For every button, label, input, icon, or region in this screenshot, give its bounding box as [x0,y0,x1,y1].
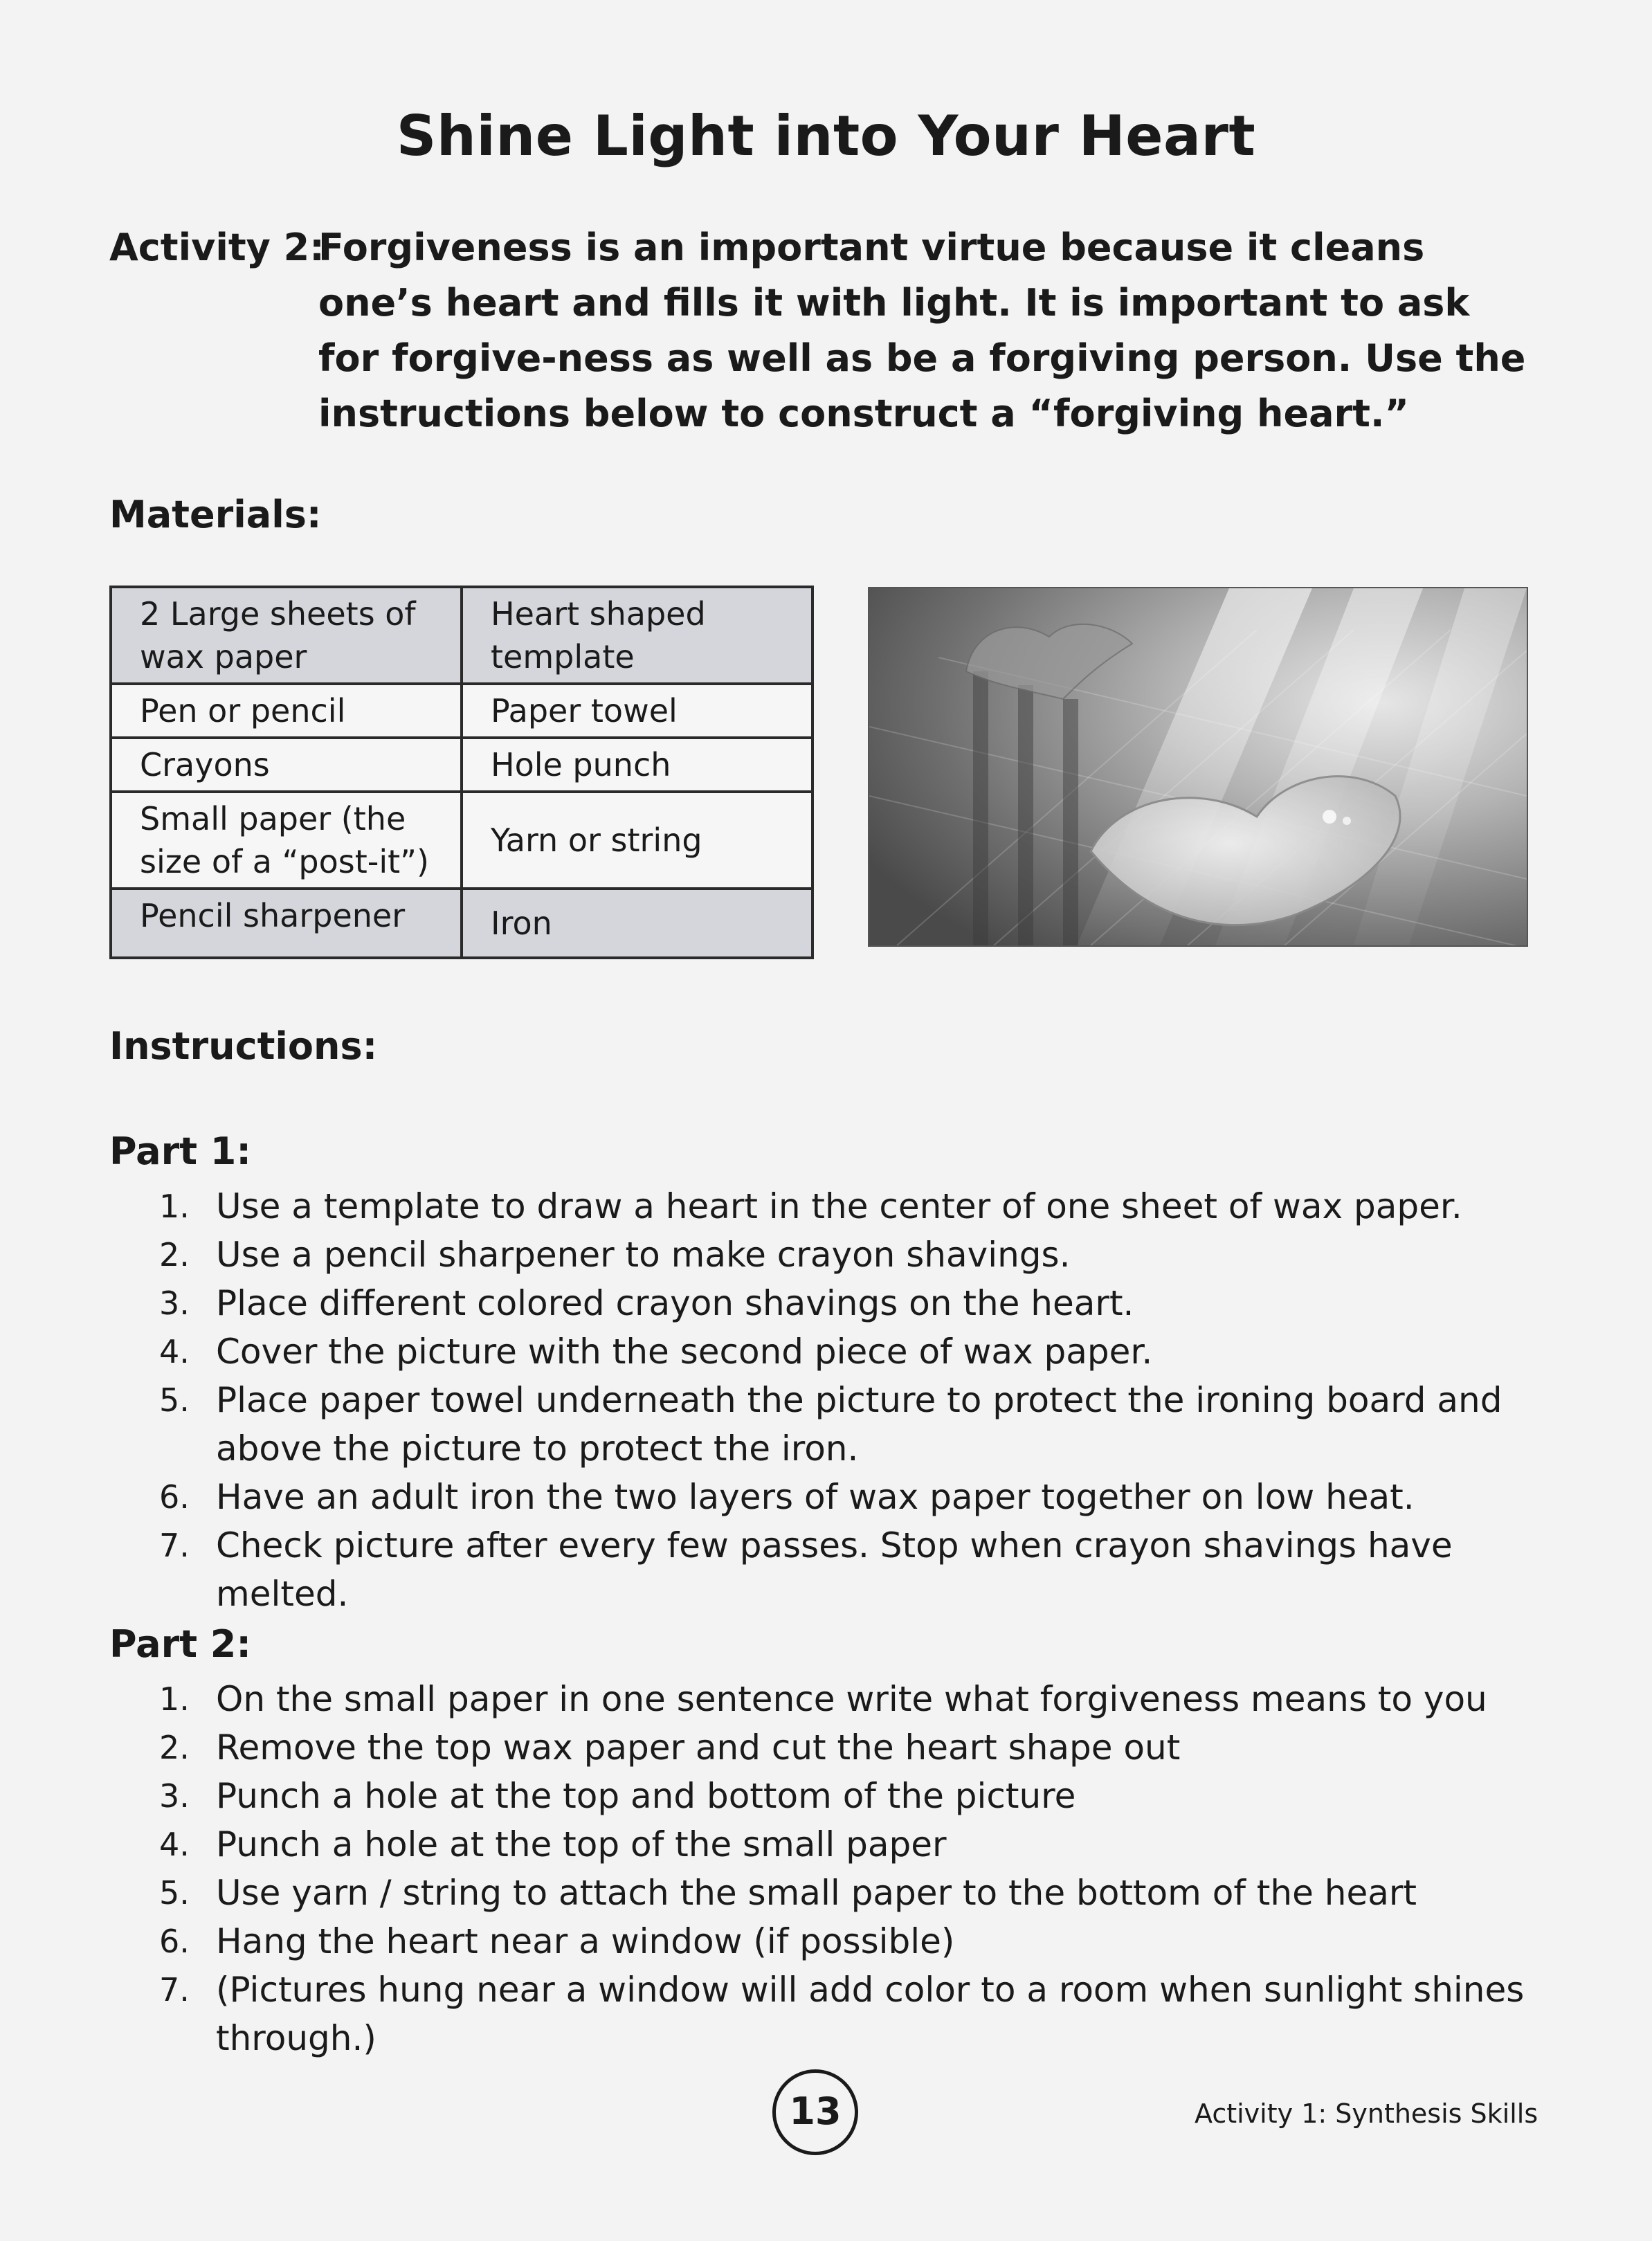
step-number: 6. [159,1478,190,1516]
step-text: Have an adult iron the two layers of wax paper together on low heat. [216,1477,1415,1517]
materials-heading: Materials: [109,493,322,536]
list-item [152,1917,1536,1966]
step-text: Use a template to draw a heart in the center of one sheet of wax paper. [216,1186,1462,1226]
table-cell: 2 Large sheets of wax paper [111,587,462,684]
table-row [111,684,813,738]
table-cell: Pencil sharpener [111,889,462,958]
step-text: Use a pencil sharpener to make crayon shavings. [216,1235,1071,1275]
step-text: Punch a hole at the top and bottom of the picture [216,1776,1076,1816]
list-item [152,1820,1536,1869]
list-item [152,1182,1536,1231]
step-number: 2. [159,1236,190,1273]
step-text: Punch a hole at the top of the small paper [216,1824,947,1865]
step-text: Check picture after every few passes. Stop when crayon shavings have melted. [216,1525,1453,1614]
list-item [152,1473,1536,1521]
table-cell: Yarn or string [462,792,813,889]
list-item [152,1723,1536,1772]
step-number: 6. [159,1923,190,1960]
table-cell: Hole punch [462,738,813,792]
table-row [111,587,813,684]
step-number: 7. [159,1527,190,1564]
table-row [111,738,813,792]
part2-heading: Part 2: [109,1622,251,1666]
step-number: 2. [159,1729,190,1766]
materials-table [109,586,814,959]
table-cell: Paper towel [462,684,813,738]
table-cell: Small paper (the size of a “post-it”) [111,792,462,889]
activity-label: Activity 2: [109,226,325,269]
step-number: 4. [159,1333,190,1370]
list-item [152,1279,1536,1327]
step-number: 3. [159,1777,190,1815]
step-text: Use yarn / string to attach the small paper to the bottom of the heart [216,1873,1417,1913]
step-number: 4. [159,1826,190,1863]
table-cell: Iron [462,889,813,958]
table-cell: Pen or pencil [111,684,462,738]
activity-prompt [109,220,1535,442]
step-number: 3. [159,1285,190,1322]
step-text: Place paper towel underneath the picture to protect the ironing board and above the picture to protect the iron. [216,1380,1503,1469]
list-item [152,1327,1536,1376]
list-item [152,1376,1536,1473]
heart-light-photo [868,587,1528,947]
part2-steps [152,1675,1536,2062]
list-item [152,1521,1536,1618]
step-number: 1. [159,1188,190,1225]
activity-text: Forgiveness is an important virtue because it cleans one’s heart and fills it with light. It is important to ask for forgive-ness as well as be a forgiving person. Use the instructions below to construct a “forgiving heart.” [318,226,1526,435]
step-number: 5. [159,1874,190,1912]
step-text: Hang the heart near a window (if possible) [216,1921,955,1961]
step-number: 1. [159,1680,190,1718]
step-number: 5. [159,1381,190,1419]
page-number: 13 [772,2069,858,2155]
step-text: Remove the top wax paper and cut the heart shape out [216,1727,1181,1768]
list-item [152,1772,1536,1820]
page-title: Shine Light into Your Heart [396,104,1256,168]
table-row [111,792,813,889]
step-number: 7. [159,1971,190,2008]
list-item [152,1675,1536,1723]
step-text: Cover the picture with the second piece of wax paper. [216,1332,1153,1372]
table-cell: Heart shaped template [462,587,813,684]
step-text: Place different colored crayon shavings on the heart. [216,1283,1134,1323]
footer-label: Activity 1: Synthesis Skills [1195,2098,1538,2129]
step-text: On the small paper in one sentence write what forgiveness means to you [216,1679,1487,1719]
step-text: (Pictures hung near a window will add color to a room when sunlight shines through.) [216,1970,1525,2058]
list-item [152,1966,1536,2062]
list-item [152,1231,1536,1279]
instructions-heading: Instructions: [109,1024,378,1068]
part1-heading: Part 1: [109,1129,251,1173]
part1-steps [152,1182,1536,1618]
table-row [111,889,813,958]
list-item [152,1869,1536,1917]
table-cell: Crayons [111,738,462,792]
